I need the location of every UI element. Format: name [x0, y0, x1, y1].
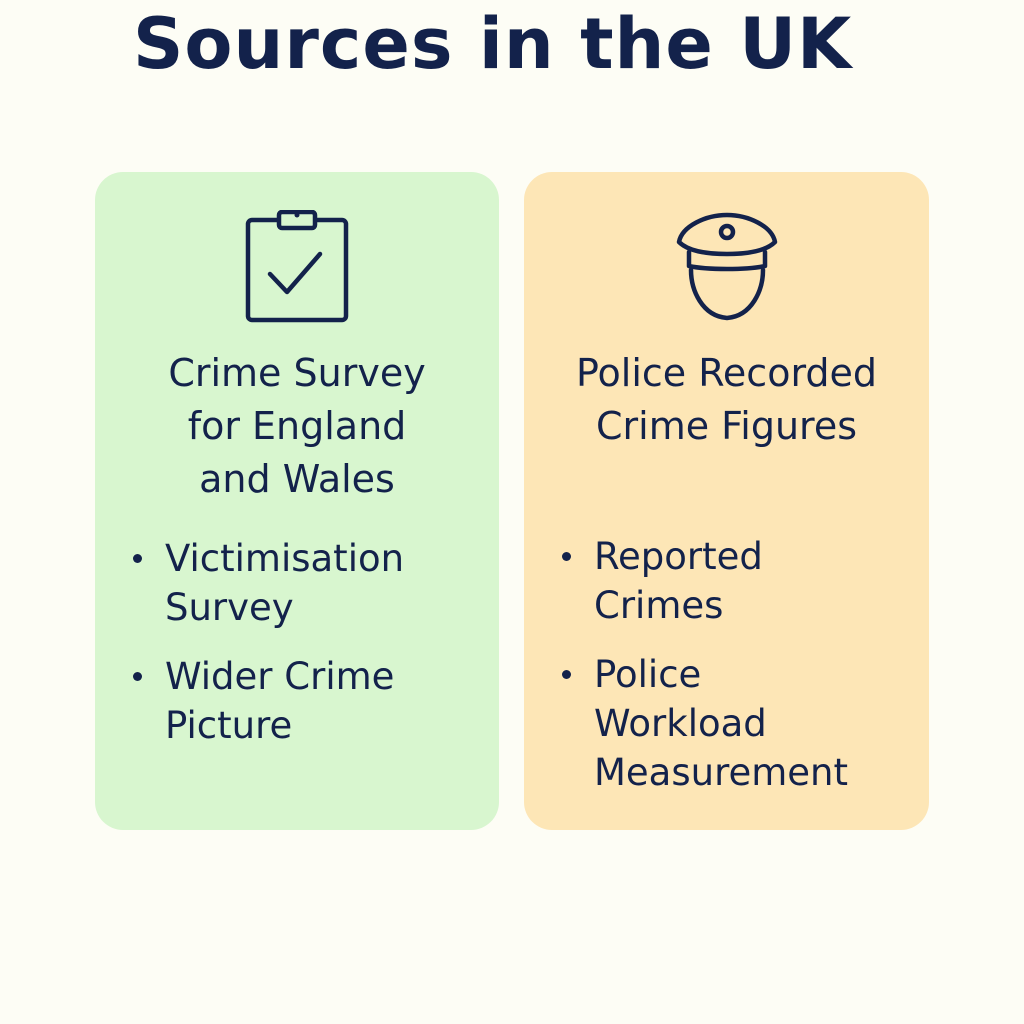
list-item-text: Picture [165, 704, 293, 747]
police-officer-icon [672, 210, 782, 326]
page-title: Sources in the UK [133, 3, 853, 85]
bullet-dot-icon [562, 552, 571, 561]
police-recorded-crime-card [524, 172, 929, 830]
card-heading [95, 347, 499, 506]
heading-line: Police Recorded [575, 351, 878, 395]
bullet-list [560, 532, 921, 817]
list-item-text: Crimes [594, 584, 724, 627]
bullet-dot-icon [133, 672, 142, 681]
heading-line: for England [187, 404, 407, 448]
list-item-text: Victimisation [165, 537, 405, 580]
bullet-dot-icon [562, 670, 571, 679]
heading-line: Crime Figures [595, 404, 857, 448]
list-item-text: Survey [165, 586, 294, 629]
list-item-text: Measurement [594, 751, 849, 794]
list-item [560, 650, 921, 797]
list-item-text: Police [594, 653, 702, 696]
bullet-dot-icon [133, 554, 142, 563]
list-item [131, 652, 491, 750]
list-item [560, 532, 921, 630]
bullet-list [131, 534, 491, 770]
heading-line: Crime Survey [168, 351, 426, 395]
heading-line: and Wales [199, 457, 395, 501]
list-item-text: Workload [594, 702, 767, 745]
clipboard-check-icon [242, 210, 352, 326]
card-heading [524, 347, 929, 453]
list-item [131, 534, 491, 632]
list-item-text: Wider Crime [165, 655, 395, 698]
crime-survey-card [95, 172, 499, 830]
list-item-text: Reported [594, 535, 763, 578]
